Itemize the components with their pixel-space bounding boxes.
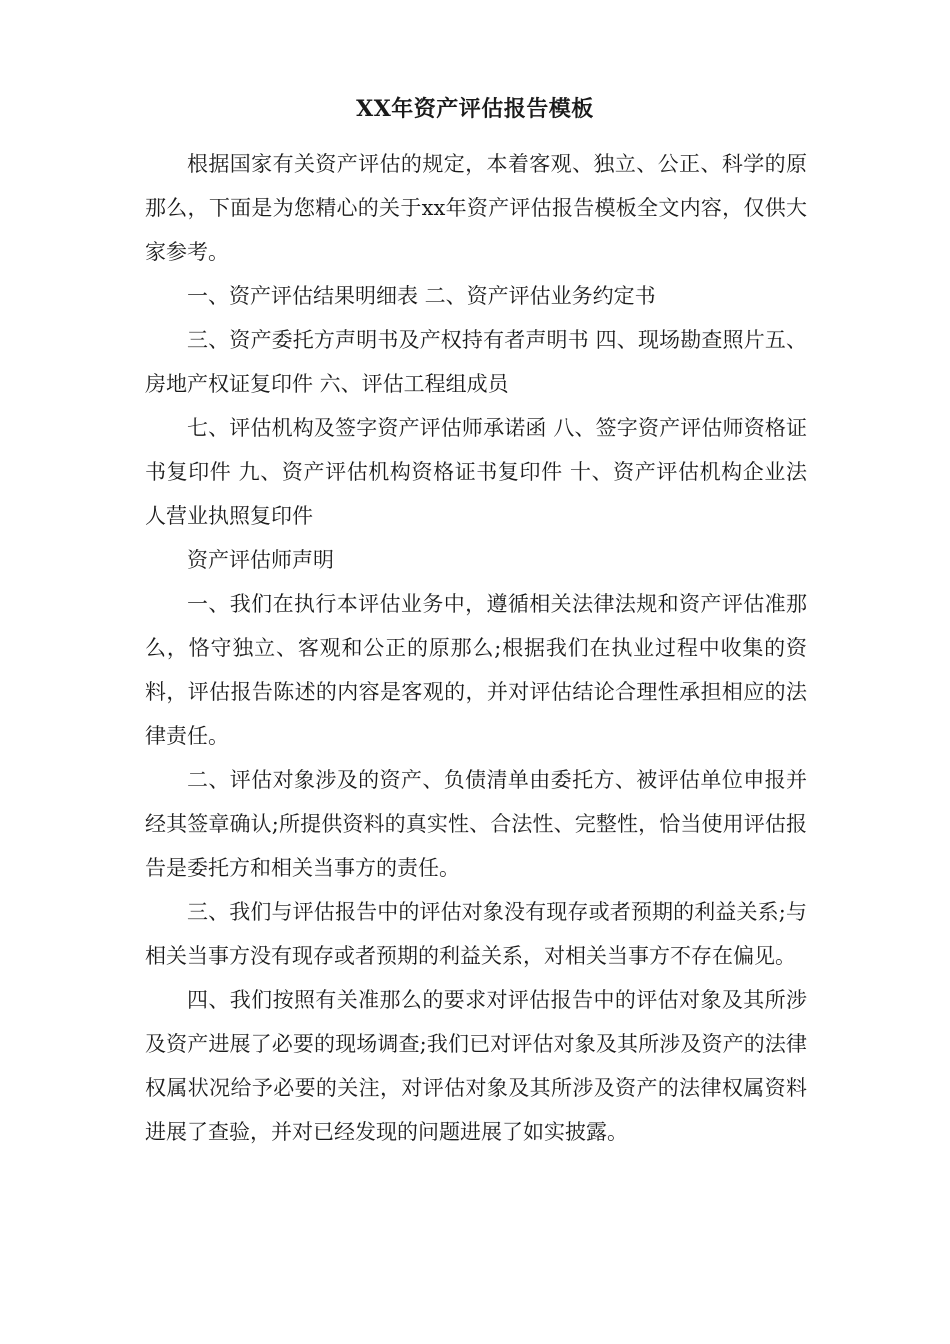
document-title: XX年资产评估报告模板: [356, 96, 594, 122]
document-body: [145, 142, 807, 1154]
appendix-list-line-2: 三、资产委托方声明书及产权持有者声明书 四、现场勘查照片五、房地产权证复印件 六、评估工程组成员: [145, 328, 807, 396]
section-heading-appraiser-statement: 资产评估师声明: [187, 548, 334, 572]
statement-item-4: 四、我们按照有关准那么的要求对评估报告中的评估对象及其所涉及资产进展了必要的现场调查;我们已对评估对象及其所涉及资产的法律权属状况给予必要的关注，对评估对象及其所涉及资产的法律权属资料进展了查验，并对已经发现的问题进展了如实披露。: [145, 988, 807, 1144]
statement-item-2: 二、评估对象涉及的资产、负债清单由委托方、被评估单位申报并经其签章确认;所提供资料的真实性、合法性、完整性，恰当使用评估报告是委托方和相关当事方的责任。: [145, 768, 807, 880]
appendix-list-line-3: 七、评估机构及签字资产评估师承诺函 八、签字资产评估师资格证书复印件 九、资产评估机构资格证书复印件 十、资产评估机构企业法人营业执照复印件: [145, 416, 807, 528]
intro-paragraph: 根据国家有关资产评估的规定，本着客观、独立、公正、科学的原那么，下面是为您精心的关于xx年资产评估报告模板全文内容，仅供大家参考。: [145, 152, 807, 264]
appendix-list-line-1: 一、资产评估结果明细表 二、资产评估业务约定书: [187, 284, 656, 308]
statement-item-1: 一、我们在执行本评估业务中，遵循相关法律法规和资产评估准那么，恪守独立、客观和公正的原那么;根据我们在执业过程中收集的资料，评估报告陈述的内容是客观的，并对评估结论合理性承担相应的法律责任。: [145, 592, 807, 748]
statement-item-3: 三、我们与评估报告中的评估对象没有现存或者预期的利益关系;与相关当事方没有现存或者预期的利益关系，对相关当事方不存在偏见。: [145, 900, 807, 968]
